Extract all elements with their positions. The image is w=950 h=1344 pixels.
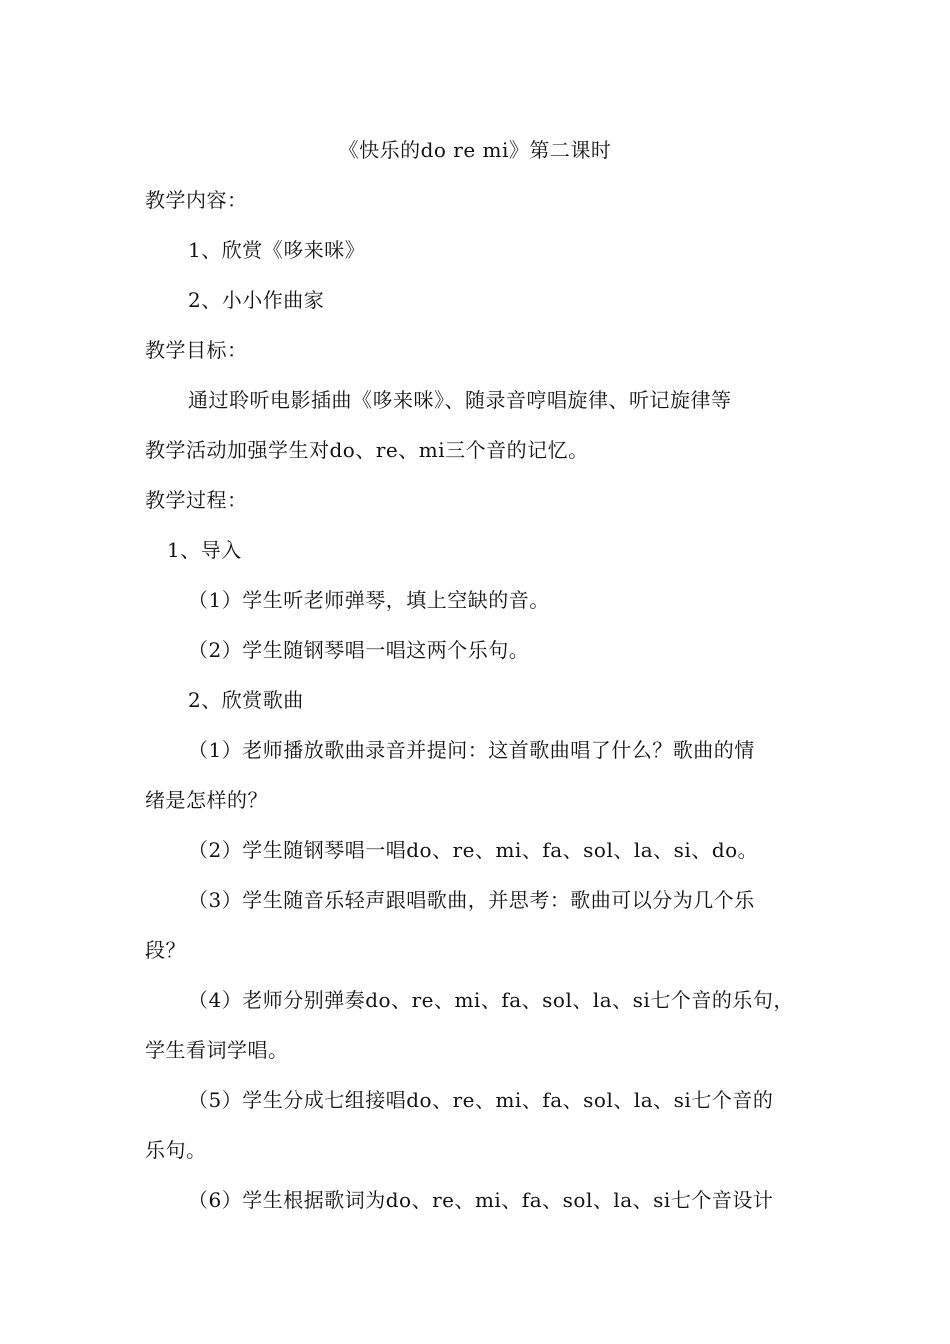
process-step-2-4-line-1: （4）老师分别弹奏do、re、mi、fa、sol、la、si七个音的乐句， [188,988,794,1012]
section-heading-content: 教学内容： [145,188,248,212]
content-item-1: 1、欣赏《哆来咪》 [188,238,366,262]
process-step-2-3-line-2: 段？ [145,938,186,962]
objective-paragraph-line-1: 通过聆听电影插曲《哆来咪》、随录音哼唱旋律、听记旋律等 [188,388,732,412]
section-heading-objectives: 教学目标： [145,338,248,362]
process-step-1: 1、导入 [167,538,242,562]
process-step-2: 2、欣赏歌曲 [188,688,304,712]
objective-paragraph-line-2: 教学活动加强学生对do、re、mi三个音的记忆。 [145,438,589,462]
process-step-2-6-line-1: （6）学生根据歌词为do、re、mi、fa、sol、la、si七个音设计 [188,1188,774,1212]
process-step-1-1: （1）学生听老师弹琴，填上空缺的音。 [188,588,550,612]
process-step-2-5-line-1: （5）学生分成七组接唱do、re、mi、fa、sol、la、si七个音的 [188,1088,774,1112]
process-step-2-5-line-2: 乐句。 [145,1138,207,1162]
process-step-2-4-line-2: 学生看词学唱。 [145,1038,289,1062]
process-step-2-1-line-1: （1）老师播放歌曲录音并提问：这首歌曲唱了什么？歌曲的情 [188,738,755,762]
process-step-2-1-line-2: 绪是怎样的？ [145,788,268,812]
document-title: 《快乐的do re mi》第二课时 [338,138,612,162]
process-step-2-3-line-1: （3）学生随音乐轻声跟唱歌曲，并思考：歌曲可以分为几个乐 [188,888,755,912]
process-step-1-2: （2）学生随钢琴唱一唱这两个乐句。 [188,638,530,662]
section-heading-process: 教学过程： [145,488,248,512]
process-step-2-2: （2）学生随钢琴唱一唱do、re、mi、fa、sol、la、si、do。 [188,838,759,862]
content-item-2: 2、小小作曲家 [188,288,325,312]
